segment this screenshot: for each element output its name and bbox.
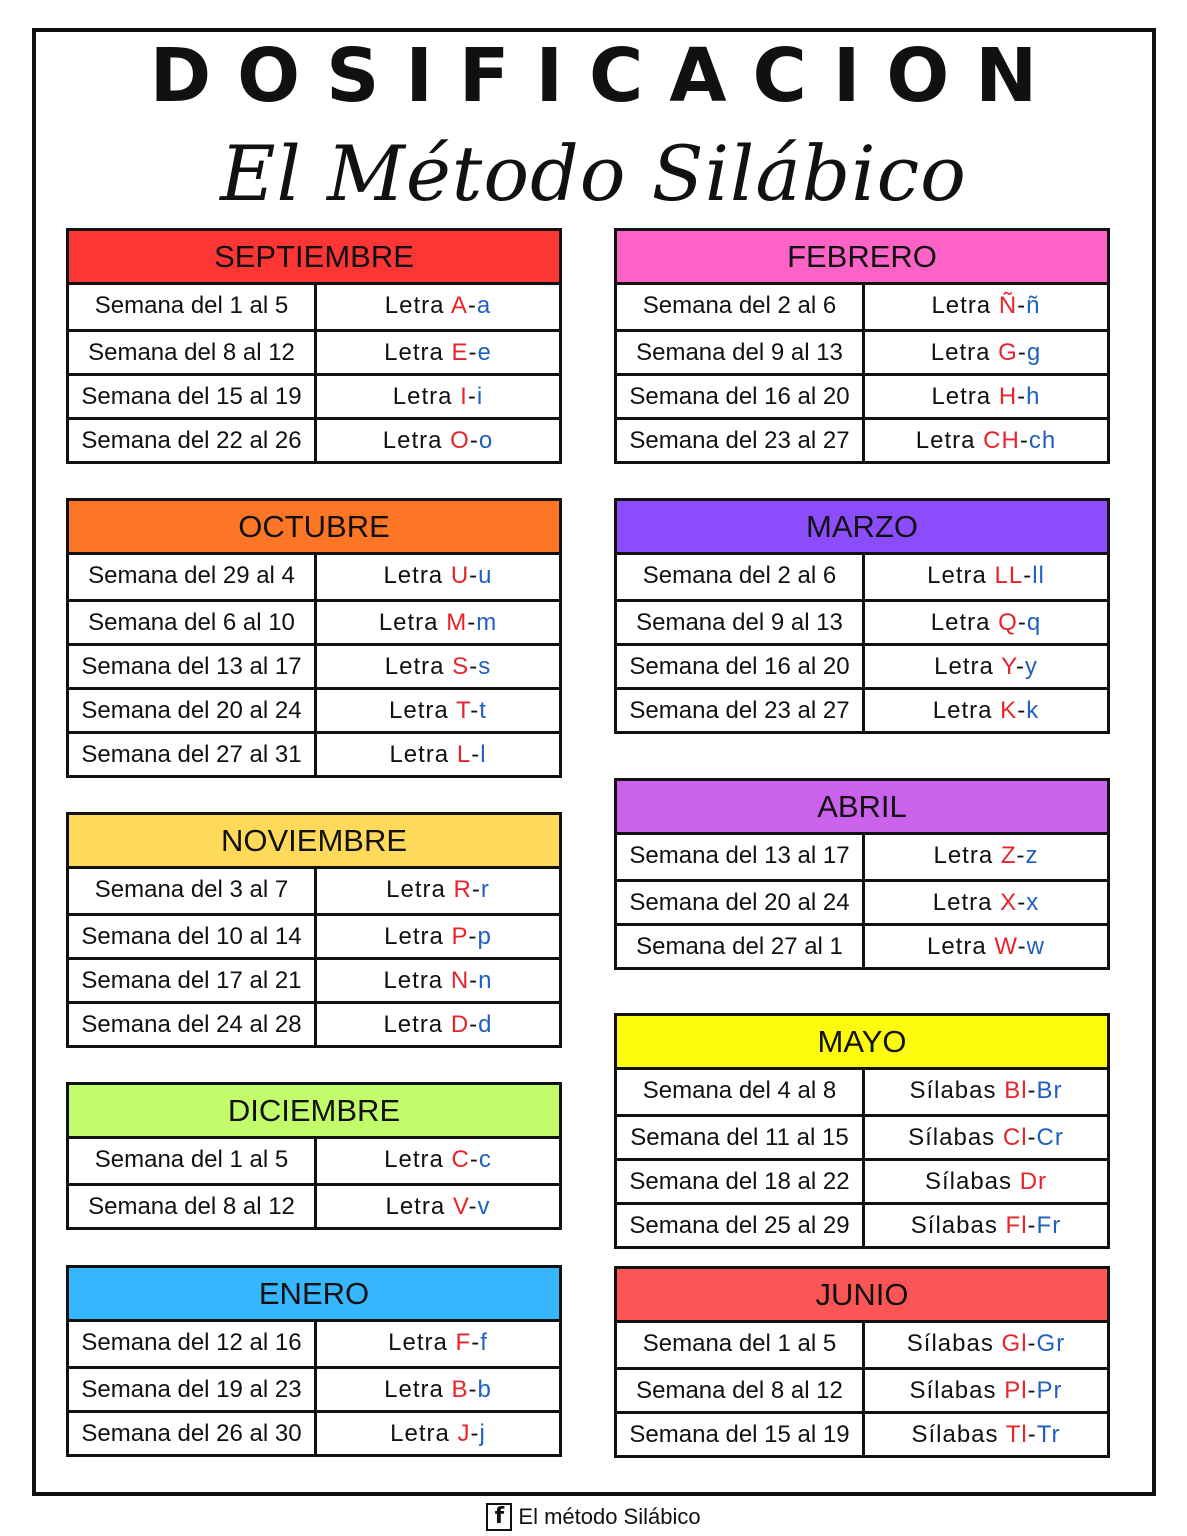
uppercase-letter: Q [998,609,1018,636]
letter-cell [865,835,1107,879]
lowercase-letter: Gr [1036,1330,1066,1357]
letter-dash: - [1016,842,1026,869]
letter-label: Letra [382,427,443,454]
letter-cell [317,869,559,913]
table-row [69,599,559,643]
letter-dash: - [1027,1077,1037,1104]
uppercase-letter: Bl [1004,1077,1028,1104]
uppercase-letter: O [450,427,470,454]
uppercase-letter: Fl [1005,1212,1028,1239]
table-row [617,599,1107,643]
week-cell: Semana del 27 al 1 [617,926,865,967]
lowercase-letter: ch [1028,427,1057,454]
table-row [617,1114,1107,1158]
letter-dash: - [471,876,481,903]
week-cell: Semana del 11 al 15 [617,1117,865,1158]
letter-cell [865,690,1107,731]
lowercase-letter: b [477,1376,492,1403]
table-row [69,1001,559,1045]
table-row [69,869,559,913]
table-row [617,417,1107,461]
uppercase-letter: S [452,653,470,680]
table-row [617,285,1107,329]
uppercase-letter: Y [1001,653,1016,680]
uppercase-letter: A [450,292,468,319]
letter-label: Letra [383,562,444,589]
week-cell: Semana del 2 al 6 [617,285,865,329]
week-cell: Semana del 13 al 17 [69,646,317,687]
week-cell: Semana del 9 al 13 [617,332,865,373]
month-table-febrero [614,228,1110,464]
week-cell: Semana del 1 al 5 [617,1323,865,1367]
lowercase-letter: Fr [1036,1212,1062,1239]
uppercase-letter: C [451,1146,470,1173]
week-cell: Semana del 18 al 22 [617,1161,865,1202]
letter-dash: - [1027,1421,1037,1448]
month-header: JUNIO [617,1269,1107,1323]
week-cell: Semana del 2 al 6 [617,555,865,599]
table-row [617,329,1107,373]
table-row [617,1158,1107,1202]
letter-cell [317,285,559,329]
letter-cell [317,734,559,775]
month-table-diciembre [66,1082,562,1230]
letter-cell [317,960,559,1001]
letter-dash: - [468,923,478,950]
lowercase-letter: Br [1036,1077,1063,1104]
table-row [69,643,559,687]
week-cell: Semana del 10 al 14 [69,916,317,957]
letter-cell [317,646,559,687]
letter-label: Sílabas [908,1124,996,1151]
letter-cell [865,646,1107,687]
page-subtitle: El Método Silábico [220,129,967,218]
week-cell: Semana del 23 al 27 [617,690,865,731]
table-row [617,687,1107,731]
letter-label: Sílabas [909,1377,997,1404]
week-cell: Semana del 23 al 27 [617,420,865,461]
lowercase-letter: m [476,609,498,636]
lowercase-letter: g [1026,339,1042,366]
letter-dash: - [469,653,479,680]
lowercase-letter: l [480,741,487,768]
uppercase-letter: M [446,609,468,636]
letter-dash: - [1027,1124,1037,1151]
month-header: DICIEMBRE [69,1085,559,1139]
week-cell: Semana del 4 al 8 [617,1070,865,1114]
letter-label: Letra [378,609,439,636]
month-header: ENERO [69,1268,559,1322]
letter-label: Letra [383,967,444,994]
table-row [617,1202,1107,1246]
uppercase-letter: T [455,697,471,724]
letter-dash: - [469,427,479,454]
week-cell: Semana del 29 al 4 [69,555,317,599]
lowercase-letter: q [1026,609,1042,636]
uppercase-letter: K [1000,697,1018,724]
letter-cell [317,1413,559,1454]
month-table-enero [66,1265,562,1457]
uppercase-letter: G [998,339,1018,366]
lowercase-letter: Cr [1036,1124,1064,1151]
uppercase-letter: LL [994,562,1024,589]
uppercase-letter: Ñ [998,292,1018,319]
month-table-junio [614,1266,1110,1458]
letter-dash: - [1017,339,1027,366]
letter-cell [865,285,1107,329]
letter-cell [865,882,1107,923]
letter-label: Letra [389,697,449,724]
letter-cell [865,1370,1107,1411]
table-row [69,1322,559,1366]
letter-label: Letra [388,1329,448,1356]
week-cell: Semana del 3 al 7 [69,869,317,913]
letter-label: Letra [386,876,446,903]
letter-cell [865,1070,1107,1114]
letter-dash: - [468,1376,478,1403]
week-cell: Semana del 19 al 23 [69,1369,317,1410]
table-row [69,913,559,957]
letter-dash: - [470,697,480,724]
letter-label: Letra [932,697,993,724]
lowercase-letter: c [478,1146,492,1173]
letter-dash: - [1017,697,1027,724]
lowercase-letter: z [1025,842,1039,869]
letter-cell [865,1205,1107,1246]
table-row [69,1366,559,1410]
letter-label: Letra [931,292,992,319]
letter-label: Letra [384,653,445,680]
letter-label: Letra [915,427,976,454]
week-cell: Semana del 27 al 31 [69,734,317,775]
week-cell: Semana del 1 al 5 [69,1139,317,1183]
week-cell: Semana del 15 al 19 [69,376,317,417]
week-cell: Semana del 20 al 24 [617,882,865,923]
table-row [69,285,559,329]
week-cell: Semana del 24 al 28 [69,1004,317,1045]
letter-label: Letra [930,609,991,636]
table-row [69,373,559,417]
table-row [69,1183,559,1227]
letter-dash: - [469,1146,479,1173]
letter-cell [317,420,559,461]
table-row [617,555,1107,599]
letter-label: Letra [930,339,991,366]
letter-label: Letra [392,383,453,410]
page-title: DOSIFICACION [149,33,1064,119]
letter-label: Sílabas [911,1421,999,1448]
week-cell: Semana del 22 al 26 [69,420,317,461]
table-row [617,643,1107,687]
letter-cell [317,1186,559,1227]
letter-dash: - [1015,653,1025,680]
week-cell: Semana del 20 al 24 [69,690,317,731]
letter-cell [317,1139,559,1183]
letter-dash: - [1023,562,1033,589]
week-cell: Semana del 9 al 13 [617,602,865,643]
lowercase-letter: w [1026,933,1045,960]
lowercase-letter: y [1024,653,1038,680]
week-cell: Semana del 8 al 12 [69,332,317,373]
uppercase-letter: P [451,923,469,950]
uppercase-letter: B [451,1376,469,1403]
footer-text[interactable]: El método Silábico [518,1504,701,1530]
letter-dash: - [1017,609,1027,636]
table-row [617,879,1107,923]
month-header: ABRIL [617,781,1107,835]
week-cell: Semana del 25 al 29 [617,1205,865,1246]
table-row [617,835,1107,879]
table-row [617,373,1107,417]
month-table-noviembre [66,812,562,1048]
letter-label: Sílabas [909,1077,997,1104]
table-row [617,923,1107,967]
letter-dash: - [469,562,479,589]
letter-dash: - [1027,1377,1037,1404]
letter-label: Letra [384,923,444,950]
uppercase-letter: X [1000,889,1018,916]
letter-cell [317,1369,559,1410]
table-row [617,1323,1107,1367]
table-row [69,329,559,373]
letter-dash: - [470,1420,480,1447]
lowercase-letter: h [1026,383,1041,410]
table-row [69,417,559,461]
table-row [69,1410,559,1454]
uppercase-letter: Tl [1005,1421,1028,1448]
lowercase-letter: t [479,697,487,724]
letter-label: Sílabas [906,1330,994,1357]
month-table-septiembre [66,228,562,464]
uppercase-letter: W [994,933,1018,960]
letter-dash: - [1017,933,1027,960]
week-cell: Semana del 16 al 20 [617,376,865,417]
week-cell: Semana del 16 al 20 [617,646,865,687]
letter-cell [865,420,1107,461]
letter-label: Letra [934,653,994,680]
letter-label: Letra [927,933,987,960]
letter-dash: - [467,292,477,319]
letter-label: Letra [927,562,987,589]
uppercase-letter: R [453,876,472,903]
uppercase-letter: N [450,967,470,994]
letter-cell [865,1161,1107,1202]
week-cell: Semana del 1 al 5 [69,285,317,329]
letter-label: Letra [931,383,992,410]
letter-cell [865,1117,1107,1158]
uppercase-letter: Dr [1019,1168,1048,1195]
week-cell: Semana del 13 al 17 [617,835,865,879]
lowercase-letter: d [478,1011,493,1038]
uppercase-letter: V [452,1193,469,1220]
uppercase-letter: U [450,562,470,589]
lowercase-letter: e [477,339,492,366]
letter-label: Letra [384,339,444,366]
letter-dash: - [468,339,478,366]
letter-cell [865,926,1107,967]
letter-label: Letra [390,1420,450,1447]
letter-cell [865,332,1107,373]
table-row [617,1411,1107,1455]
week-cell: Semana del 12 al 16 [69,1322,317,1366]
letter-dash: - [1019,427,1029,454]
month-header: MARZO [617,501,1107,555]
letter-cell [865,1414,1107,1455]
lowercase-letter: v [477,1193,491,1220]
uppercase-letter: Pl [1004,1377,1028,1404]
letter-dash: - [1017,383,1027,410]
uppercase-letter: E [451,339,469,366]
letter-label: Letra [932,889,993,916]
letter-dash: - [467,383,477,410]
letter-dash: - [1027,1330,1037,1357]
week-cell: Semana del 8 al 12 [69,1186,317,1227]
letter-dash: - [471,1329,481,1356]
table-row [617,1070,1107,1114]
table-row [69,731,559,775]
uppercase-letter: F [455,1329,472,1356]
month-table-mayo [614,1013,1110,1249]
letter-label: Letra [933,842,994,869]
month-header: MAYO [617,1016,1107,1070]
lowercase-letter: Pr [1036,1377,1063,1404]
week-cell: Semana del 8 al 12 [617,1370,865,1411]
uppercase-letter: D [450,1011,470,1038]
letter-cell [317,376,559,417]
lowercase-letter: n [478,967,493,994]
letter-cell [317,602,559,643]
lowercase-letter: r [480,876,490,903]
week-cell: Semana del 26 al 30 [69,1413,317,1454]
lowercase-letter: p [477,923,492,950]
letter-dash: - [468,1193,478,1220]
letter-label: Letra [383,1011,444,1038]
lowercase-letter: ñ [1026,292,1041,319]
letter-cell [865,376,1107,417]
facebook-icon[interactable]: f [486,1503,512,1531]
lowercase-letter: ll [1032,562,1045,589]
table-row [69,957,559,1001]
letter-cell [317,555,559,599]
uppercase-letter: I [460,383,468,410]
letter-cell [865,1323,1107,1367]
letter-dash: - [469,1011,479,1038]
uppercase-letter: Cl [1002,1124,1028,1151]
letter-label: Letra [385,1193,446,1220]
week-cell: Semana del 6 al 10 [69,602,317,643]
table-row [69,687,559,731]
month-header: NOVIEMBRE [69,815,559,869]
lowercase-letter: j [479,1420,486,1447]
table-row [69,1139,559,1183]
letter-cell [317,916,559,957]
letter-cell [317,690,559,731]
lowercase-letter: u [478,562,493,589]
letter-label: Letra [389,741,450,768]
month-header: OCTUBRE [69,501,559,555]
letter-dash: - [1027,1212,1037,1239]
letter-dash: - [467,609,477,636]
lowercase-letter: o [478,427,494,454]
uppercase-letter: Z [1000,842,1017,869]
week-cell: Semana del 15 al 19 [617,1414,865,1455]
letter-label: Letra [384,292,445,319]
week-cell: Semana del 17 al 21 [69,960,317,1001]
letter-label: Letra [384,1376,444,1403]
month-table-marzo [614,498,1110,734]
lowercase-letter: f [480,1329,488,1356]
uppercase-letter: H [998,383,1018,410]
letter-cell [865,555,1107,599]
letter-dash: - [471,741,481,768]
letter-cell [865,602,1107,643]
footer [0,1500,1187,1533]
letter-label: Letra [384,1146,444,1173]
lowercase-letter: a [476,292,492,319]
lowercase-letter: i [476,383,484,410]
table-row [69,555,559,599]
letter-dash: - [469,967,479,994]
month-table-octubre [66,498,562,778]
lowercase-letter: Tr [1036,1421,1061,1448]
table-row [617,1367,1107,1411]
uppercase-letter: J [457,1420,471,1447]
letter-label: Sílabas [924,1168,1013,1195]
letter-cell [317,1322,559,1366]
letter-cell [317,332,559,373]
uppercase-letter: L [456,741,472,768]
month-table-abril [614,778,1110,970]
letter-cell [317,1004,559,1045]
letter-label: Sílabas [910,1212,998,1239]
uppercase-letter: CH [983,427,1020,454]
lowercase-letter: x [1026,889,1040,916]
letter-dash: - [1017,292,1027,319]
lowercase-letter: k [1026,697,1040,724]
letter-dash: - [1017,889,1027,916]
month-header: SEPTIEMBRE [69,231,559,285]
month-header: FEBRERO [617,231,1107,285]
lowercase-letter: s [478,653,492,680]
uppercase-letter: Gl [1001,1330,1028,1357]
